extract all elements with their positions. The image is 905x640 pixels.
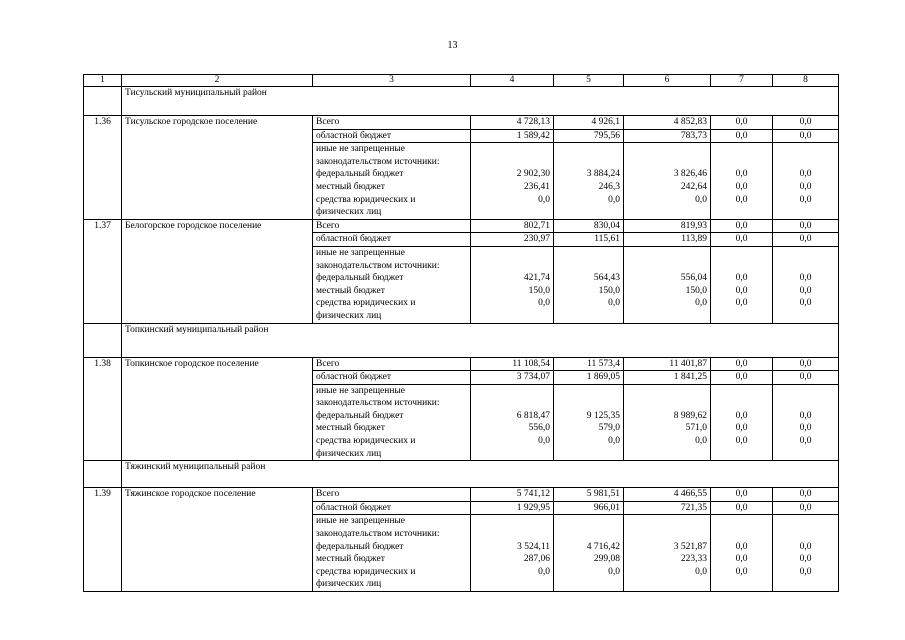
value: 802,71 xyxy=(523,220,550,231)
source-label: федеральный бюджет xyxy=(316,273,404,284)
blank-line xyxy=(627,397,707,410)
value-cell xyxy=(711,116,773,130)
row-code: 1.37 xyxy=(84,219,122,323)
blank-line xyxy=(627,156,707,169)
blank-line xyxy=(776,385,835,398)
value-cell xyxy=(624,371,711,385)
value: 3 734,07 xyxy=(516,372,550,383)
blank-line xyxy=(776,397,835,410)
blank-line xyxy=(714,143,769,156)
blank-line xyxy=(627,528,707,541)
blank-line xyxy=(474,260,550,273)
value: 966,01 xyxy=(593,502,620,513)
blank-line xyxy=(474,385,550,398)
value: 230,97 xyxy=(523,234,550,245)
value: 0,0 xyxy=(799,502,812,513)
blank-line xyxy=(776,260,835,273)
value-cell xyxy=(624,488,711,502)
blank-line xyxy=(557,515,620,528)
value: 9 125,35 xyxy=(586,410,620,421)
header-cell: 4 xyxy=(471,75,554,87)
blank-line xyxy=(776,143,835,156)
row-code: 1.39 xyxy=(84,488,122,592)
value: 0,0 xyxy=(799,410,812,421)
table-body xyxy=(84,87,839,592)
value: 4 852,83 xyxy=(673,117,707,127)
district-name: Топкинский муниципальный район xyxy=(122,323,839,357)
source-label-cell xyxy=(313,501,471,515)
value-cell xyxy=(624,384,711,461)
value: 0,0 xyxy=(608,194,620,205)
blank-line xyxy=(776,578,835,591)
value-cell xyxy=(624,219,711,233)
source-label: законодательством источники: xyxy=(316,156,440,167)
value-cell xyxy=(554,501,624,515)
header-row xyxy=(84,75,839,87)
blank-line xyxy=(776,247,835,260)
value-cell xyxy=(624,233,711,247)
blank-line xyxy=(557,247,620,260)
settlement-name: Тисульское городское поселение xyxy=(122,116,313,220)
blank-line xyxy=(557,310,620,323)
value: 223,33 xyxy=(680,554,707,565)
source-label: областной бюджет xyxy=(316,234,392,245)
blank-line xyxy=(474,515,550,528)
source-label-cell xyxy=(313,129,471,143)
blank-line xyxy=(714,397,769,410)
value: 0,0 xyxy=(799,489,812,500)
value: 0,0 xyxy=(695,194,707,205)
header-cell: 3 xyxy=(313,75,471,87)
source-label: местный бюджет xyxy=(316,423,385,434)
value: 0,0 xyxy=(538,436,550,447)
blank-line xyxy=(474,143,550,156)
value: 0,0 xyxy=(538,298,550,309)
value-cell xyxy=(554,371,624,385)
table-row xyxy=(84,357,839,371)
source-label-cell xyxy=(313,384,471,461)
value: 1 929,95 xyxy=(516,502,550,513)
value: 3 826,46 xyxy=(673,169,707,180)
blank-line xyxy=(474,247,550,260)
value: 113,89 xyxy=(681,234,707,245)
source-label-cell xyxy=(313,488,471,502)
source-label: федеральный бюджет xyxy=(316,410,404,421)
value: 0,0 xyxy=(799,273,812,284)
page-number: 13 xyxy=(447,40,458,51)
table-row xyxy=(84,488,839,502)
blank-line xyxy=(474,156,550,169)
value-cell xyxy=(624,515,711,592)
blank-line xyxy=(714,515,769,528)
value-cell xyxy=(624,357,711,371)
source-label: средства юридических и xyxy=(316,436,416,447)
district-spacer-cell xyxy=(84,87,122,116)
source-label: законодательством источники: xyxy=(316,529,440,540)
value: 11 401,87 xyxy=(669,358,707,369)
value-cell xyxy=(773,233,839,247)
blank-line xyxy=(714,385,769,398)
value: 3 524,11 xyxy=(517,541,550,552)
value: 0,0 xyxy=(608,436,620,447)
value-cell xyxy=(554,488,624,502)
district-name: Тяжинский муниципальный район xyxy=(122,461,839,488)
value-cell xyxy=(773,384,839,461)
value: 795,56 xyxy=(593,130,620,141)
source-label: областной бюджет xyxy=(316,372,392,383)
value-cell xyxy=(471,384,554,461)
value-cell xyxy=(773,371,839,385)
source-label-cell xyxy=(313,233,471,247)
value: 0,0 xyxy=(799,566,812,577)
value: 0,0 xyxy=(735,436,748,447)
value: 0,0 xyxy=(608,566,620,577)
value: 0,0 xyxy=(799,541,812,552)
source-label: иные не запрещенные xyxy=(316,247,406,258)
value-cell xyxy=(471,515,554,592)
blank-line xyxy=(776,448,835,461)
blank-line xyxy=(714,156,769,169)
blank-line xyxy=(627,310,707,323)
blank-line xyxy=(627,578,707,591)
blank-line xyxy=(627,247,707,260)
value: 4 728,13 xyxy=(516,117,550,127)
value: 0,0 xyxy=(799,234,812,245)
value-cell xyxy=(711,129,773,143)
value: 0,0 xyxy=(799,554,812,565)
value: 556,0 xyxy=(528,423,550,434)
value-cell xyxy=(711,219,773,233)
header-cell: 6 xyxy=(624,75,711,87)
value-cell xyxy=(773,246,839,323)
value-cell xyxy=(471,246,554,323)
blank-line xyxy=(474,310,550,323)
value: 150,0 xyxy=(598,285,620,296)
source-label-cell xyxy=(313,219,471,233)
source-label: местный бюджет xyxy=(316,181,385,192)
settlement-name: Тяжинское городское поселение xyxy=(122,488,313,592)
value: 0,0 xyxy=(735,273,748,284)
value-cell xyxy=(773,219,839,233)
value: 0,0 xyxy=(538,566,550,577)
blank-line xyxy=(714,247,769,260)
source-label-cell xyxy=(313,116,471,130)
source-label: иные не запрещенные xyxy=(316,144,406,155)
value: 0,0 xyxy=(538,194,550,205)
value-cell xyxy=(554,143,624,220)
district-row xyxy=(84,87,839,116)
value-cell xyxy=(773,357,839,371)
value: 0,0 xyxy=(799,181,812,192)
value: 115,61 xyxy=(594,234,620,245)
value: 4 716,42 xyxy=(586,541,620,552)
value-cell xyxy=(773,116,839,130)
blank-line xyxy=(627,206,707,219)
source-label: иные не запрещенные xyxy=(316,516,406,527)
source-label: местный бюджет xyxy=(316,285,385,296)
blank-line xyxy=(474,206,550,219)
value: 0,0 xyxy=(735,285,748,296)
value: 564,43 xyxy=(593,273,620,284)
header-cell: 1 xyxy=(84,75,122,87)
value-cell xyxy=(711,515,773,592)
value-cell xyxy=(554,129,624,143)
value: 0,0 xyxy=(735,130,748,141)
value: 150,0 xyxy=(528,285,550,296)
blank-line xyxy=(776,156,835,169)
source-label: физических лиц xyxy=(316,579,382,590)
blank-line xyxy=(557,397,620,410)
blank-line xyxy=(627,260,707,273)
district-spacer-cell xyxy=(84,323,122,357)
source-label: Всего xyxy=(316,358,340,369)
value: 4 926,1 xyxy=(591,117,620,127)
blank-line xyxy=(714,578,769,591)
value-cell xyxy=(711,371,773,385)
value: 2 902,30 xyxy=(516,169,550,180)
value: 0,0 xyxy=(799,169,812,180)
value: 0,0 xyxy=(799,194,812,205)
value-cell xyxy=(773,515,839,592)
value: 5 981,51 xyxy=(586,489,620,500)
value: 0,0 xyxy=(735,117,748,127)
source-label: федеральный бюджет xyxy=(316,541,404,552)
value: 11 108,54 xyxy=(512,358,550,369)
source-label-cell xyxy=(313,515,471,592)
value-cell xyxy=(471,116,554,130)
source-label-cell xyxy=(313,143,471,220)
source-label-cell xyxy=(313,371,471,385)
budget-table xyxy=(83,74,839,592)
blank-line xyxy=(776,310,835,323)
value-cell xyxy=(554,515,624,592)
value: 0,0 xyxy=(735,423,748,434)
value: 0,0 xyxy=(799,372,812,383)
value: 0,0 xyxy=(608,298,620,309)
blank-line xyxy=(776,528,835,541)
value: 1 589,42 xyxy=(516,130,550,141)
value: 0,0 xyxy=(735,566,748,577)
value: 1 841,25 xyxy=(673,372,707,383)
value: 0,0 xyxy=(735,489,748,500)
value-cell xyxy=(773,143,839,220)
source-label: законодательством источники: xyxy=(316,398,440,409)
value: 0,0 xyxy=(695,436,707,447)
value-cell xyxy=(711,384,773,461)
header-cell: 7 xyxy=(711,75,773,87)
source-label: физических лиц xyxy=(316,448,382,459)
value-cell xyxy=(711,488,773,502)
value: 0,0 xyxy=(735,554,748,565)
value-cell xyxy=(624,246,711,323)
blank-line xyxy=(557,385,620,398)
value: 0,0 xyxy=(799,130,812,141)
value-cell xyxy=(773,129,839,143)
district-row xyxy=(84,461,839,488)
blank-line xyxy=(714,206,769,219)
source-label: областной бюджет xyxy=(316,502,392,513)
table-row xyxy=(84,219,839,233)
blank-line xyxy=(557,260,620,273)
value-cell xyxy=(554,357,624,371)
source-label: физических лиц xyxy=(316,207,382,218)
blank-line xyxy=(627,385,707,398)
value-cell xyxy=(624,501,711,515)
blank-line xyxy=(776,206,835,219)
blank-line xyxy=(474,397,550,410)
blank-line xyxy=(776,515,835,528)
source-label: местный бюджет xyxy=(316,554,385,565)
value-cell xyxy=(711,143,773,220)
blank-line xyxy=(714,528,769,541)
value: 0,0 xyxy=(799,220,812,231)
value: 8 989,62 xyxy=(673,410,707,421)
value: 0,0 xyxy=(735,410,748,421)
value-cell xyxy=(554,384,624,461)
value: 0,0 xyxy=(735,298,748,309)
row-code: 1.38 xyxy=(84,357,122,461)
value-cell xyxy=(711,357,773,371)
value: 0,0 xyxy=(799,117,812,127)
blank-line xyxy=(474,448,550,461)
value: 5 741,12 xyxy=(516,489,550,500)
value: 3 884,24 xyxy=(586,169,620,180)
value: 0,0 xyxy=(735,234,748,245)
blank-line xyxy=(627,143,707,156)
settlement-name: Топкинское городское поселение xyxy=(122,357,313,461)
value: 0,0 xyxy=(735,541,748,552)
source-label: физических лиц xyxy=(316,310,382,321)
district-name: Тисульский муниципальный район xyxy=(122,87,839,116)
value: 0,0 xyxy=(799,358,812,369)
blank-line xyxy=(474,578,550,591)
blank-line xyxy=(474,528,550,541)
value-cell xyxy=(554,116,624,130)
value-cell xyxy=(471,129,554,143)
blank-line xyxy=(557,206,620,219)
value-cell xyxy=(773,501,839,515)
value-cell xyxy=(711,246,773,323)
value: 11 573,4 xyxy=(587,358,620,369)
value-cell xyxy=(471,219,554,233)
source-label: Всего xyxy=(316,220,340,231)
source-label: законодательством источники: xyxy=(316,260,440,271)
source-label: средства юридических и xyxy=(316,194,416,205)
value: 246,3 xyxy=(598,181,620,192)
value-cell xyxy=(624,116,711,130)
value-cell xyxy=(471,488,554,502)
blank-line xyxy=(714,260,769,273)
value: 783,73 xyxy=(680,130,707,141)
row-code: 1.36 xyxy=(84,116,122,220)
source-label-cell xyxy=(313,246,471,323)
value: 6 818,47 xyxy=(516,410,550,421)
value: 421,74 xyxy=(523,273,550,284)
blank-line xyxy=(557,528,620,541)
value: 287,06 xyxy=(523,554,550,565)
value-cell xyxy=(471,143,554,220)
source-label: иные не запрещенные xyxy=(316,385,406,396)
value: 0,0 xyxy=(735,181,748,192)
value: 4 466,55 xyxy=(673,489,707,500)
value: 0,0 xyxy=(799,436,812,447)
value: 830,04 xyxy=(593,220,620,231)
district-row xyxy=(84,323,839,357)
value-cell xyxy=(554,233,624,247)
value: 0,0 xyxy=(799,285,812,296)
value-cell xyxy=(624,129,711,143)
value: 299,08 xyxy=(593,554,620,565)
source-label: средства юридических и xyxy=(316,566,416,577)
value-cell xyxy=(471,233,554,247)
value: 579,0 xyxy=(598,423,620,434)
value: 3 521,87 xyxy=(673,541,707,552)
blank-line xyxy=(557,448,620,461)
value: 150,0 xyxy=(685,285,707,296)
value-cell xyxy=(471,371,554,385)
source-label: средства юридических и xyxy=(316,298,416,309)
value: 0,0 xyxy=(695,298,707,309)
blank-line xyxy=(557,156,620,169)
value: 0,0 xyxy=(735,358,748,369)
value-cell xyxy=(554,246,624,323)
value: 0,0 xyxy=(695,566,707,577)
value: 0,0 xyxy=(735,372,748,383)
blank-line xyxy=(627,448,707,461)
value: 721,35 xyxy=(680,502,707,513)
header-cell: 5 xyxy=(554,75,624,87)
blank-line xyxy=(714,310,769,323)
blank-line xyxy=(557,143,620,156)
source-label: Всего xyxy=(316,117,340,127)
source-label: Всего xyxy=(316,489,340,500)
value: 0,0 xyxy=(735,194,748,205)
value: 0,0 xyxy=(799,298,812,309)
value: 556,04 xyxy=(680,273,707,284)
value: 571,0 xyxy=(685,423,707,434)
blank-line xyxy=(714,448,769,461)
value: 0,0 xyxy=(735,502,748,513)
source-label: федеральный бюджет xyxy=(316,169,404,180)
header-cell: 2 xyxy=(122,75,313,87)
value-cell xyxy=(711,233,773,247)
district-spacer-cell xyxy=(84,461,122,488)
value-cell xyxy=(554,219,624,233)
table-row xyxy=(84,116,839,130)
blank-line xyxy=(557,578,620,591)
value: 242,64 xyxy=(680,181,707,192)
blank-line xyxy=(627,515,707,528)
value: 819,93 xyxy=(680,220,707,231)
value-cell xyxy=(471,357,554,371)
source-label-cell xyxy=(313,357,471,371)
value: 1 869,05 xyxy=(586,372,620,383)
header-cell: 8 xyxy=(773,75,839,87)
settlement-name: Белогорское городское поселение xyxy=(122,219,313,323)
value: 0,0 xyxy=(799,423,812,434)
value-cell xyxy=(773,488,839,502)
value-cell xyxy=(624,143,711,220)
value-cell xyxy=(471,501,554,515)
value: 0,0 xyxy=(735,220,748,231)
value: 236,41 xyxy=(523,181,550,192)
value-cell xyxy=(711,501,773,515)
source-label: областной бюджет xyxy=(316,130,392,141)
value: 0,0 xyxy=(735,169,748,180)
